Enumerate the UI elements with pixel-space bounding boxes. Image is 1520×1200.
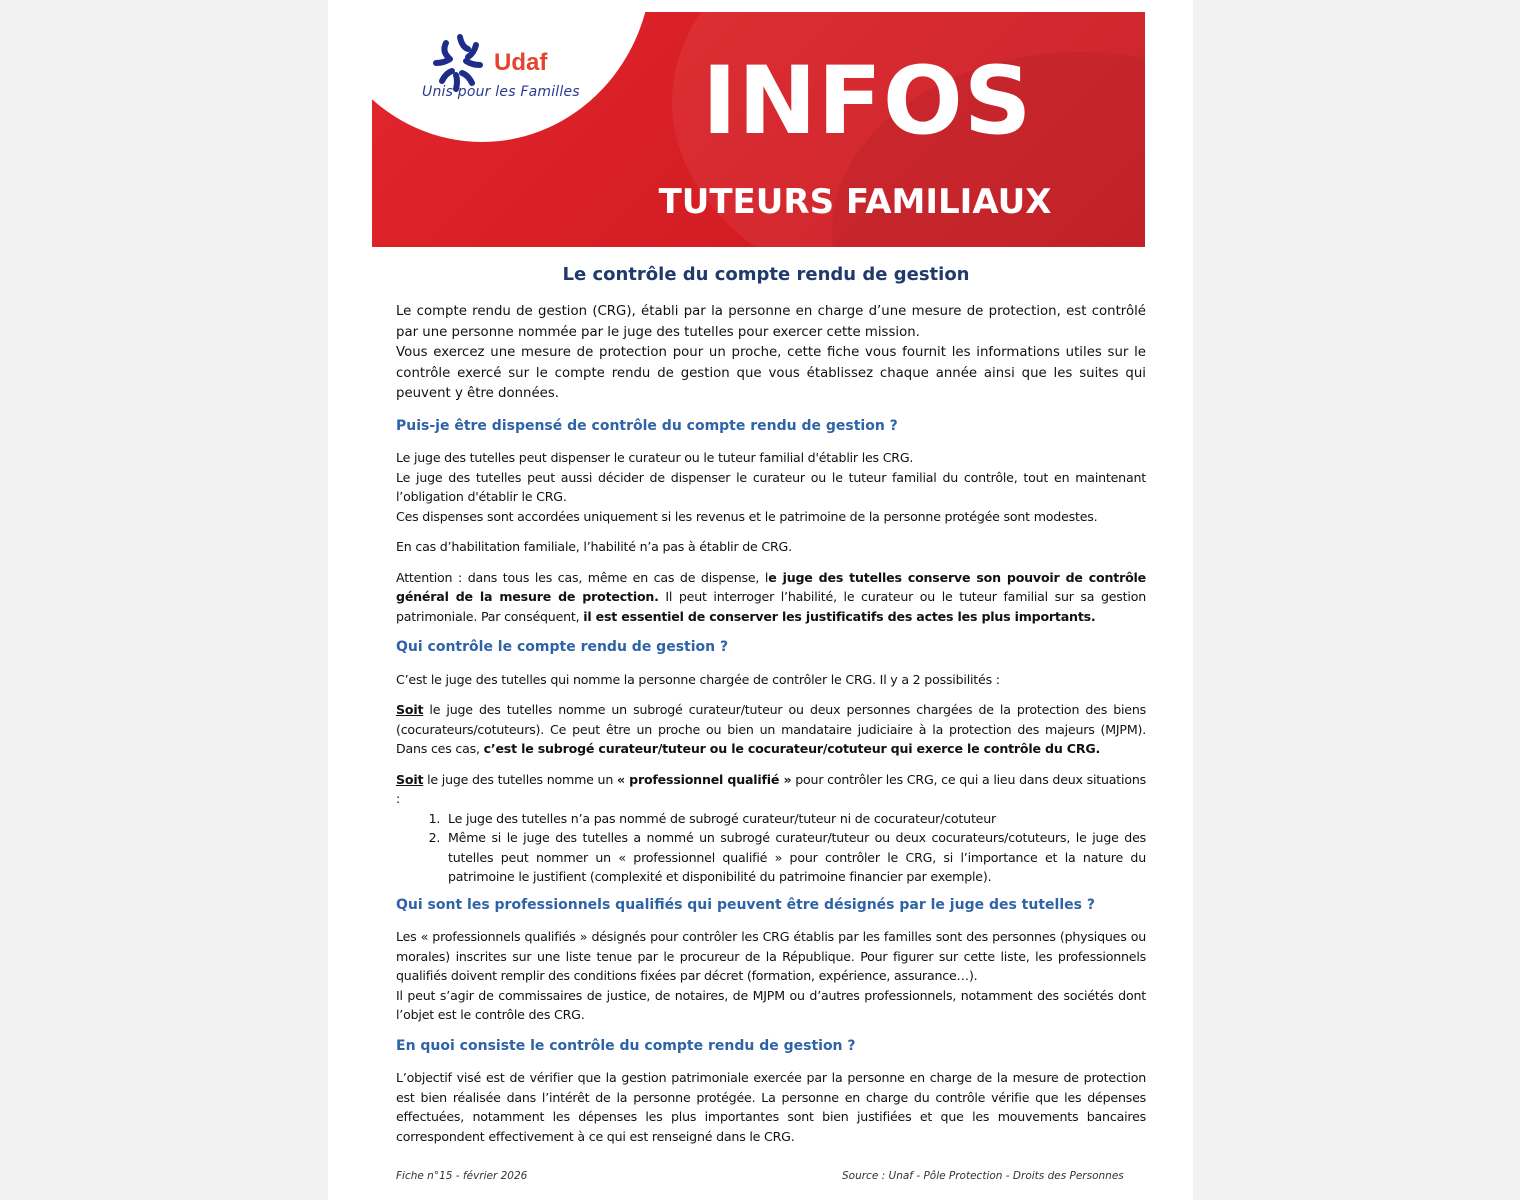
- paragraph: En cas d’habilitation familiale, l’habilité n’a pas à établir de CRG.: [396, 539, 792, 554]
- paragraph: Le juge des tutelles peut aussi décider de dispenser le curateur ou le tuteur familial du contrôle, tout en maintenant l’obligation d'établir le CRG.: [396, 469, 1146, 504]
- option-a-paragraph: Soit le juge des tutelles nomme un subrogé curateur/tuteur ou deux personnes chargées de la protection des biens (cocurateurs/cotuteurs). Ce peut être un proche ou bien un mandataire judiciaire à la protection des majeurs (MJPM). Dans ces cas, c’est le subrogé curateur/tuteur ou le cocurateur/cotuteur qui exerce le contrôle du CRG.: [396, 702, 1146, 756]
- paragraph: C’est le juge des tutelles qui nomme la personne chargée de contrôler le CRG. Il y a 2 possibilités :: [396, 671, 1000, 687]
- logo-wordmark: Udaf: [494, 49, 548, 76]
- intro-paragraph-1: Le compte rendu de gestion (CRG), établi par la personne en charge d’une mesure de protection, est contrôlé par une personne nommée par le juge des tutelles pour exercer cette mission.: [396, 304, 1146, 340]
- banner-subtitle: TUTEURS FAMILIAUX: [658, 182, 1052, 222]
- banner-title: INFOS: [702, 47, 1033, 156]
- list-item: 2. Même si le juge des tutelles a nommé un subrogé curateur/tuteur ou deux cocurateurs/cotuteurs, le juge des tutelles peut nommer un « professionnel qualifié » pour contrôler le CRG, si l’importance et la nature du patrimoine le justifient (complexité et disponibilité du patrimoine financier par exemple).: [444, 828, 1146, 887]
- paragraph: L’objectif visé est de vérifier que la gestion patrimoniale exercée par la personne en charge de la mesure de protection est bien réalisée dans l’intérêt de la personne protégée. La personne en charge du contrôle vérifie que les dépenses effectuées, notamment les dépenses les plus importantes sont bien justifiées et que les mouvements bancaires correspondent effectivement à ce qui est renseigné dans le CRG.: [396, 1070, 1146, 1144]
- footer-fiche: Fiche n°15 - février 2026: [396, 1170, 528, 1182]
- section-heading-controle: Qui contrôle le compte rendu de gestion ?: [396, 639, 729, 655]
- situations-list: [396, 809, 1146, 887]
- list-item: 1. Le juge des tutelles n’a pas nommé de subrogé curateur/tuteur ni de cocurateur/cotuteur: [444, 809, 1146, 829]
- document-page: [328, 0, 1193, 1200]
- footer-source: Source : Unaf - Pôle Protection - Droits des Personnes: [842, 1170, 1124, 1182]
- paragraph: Il peut s’agir de commissaires de justice, de notaires, de MJPM ou d’autres professionnels, notamment des sociétés dont l’objet est le contrôle des CRG.: [396, 987, 1146, 1022]
- logo-tagline: Unis pour les Familles: [422, 84, 580, 100]
- paragraph: Le juge des tutelles peut dispenser le curateur ou le tuteur familial d'établir les CRG.: [396, 450, 914, 465]
- attention-paragraph: Attention : dans tous les cas, même en cas de dispense, le juge des tutelles conserve son pouvoir de contrôle général de la mesure de protection. Il peut interroger l’habilité, le curateur ou le tuteur familial sur sa gestion patrimoniale. Par conséquent, il est essentiel de conserver les justificatifs des actes les plus importants.: [396, 569, 1146, 624]
- paragraph: Ces dispenses sont accordées uniquement si les revenus et le patrimoine de la personne protégée sont modestes.: [396, 508, 1098, 524]
- section-heading-professionnels: Qui sont les professionnels qualifiés qui peuvent être désignés par le juge des tutelles ?: [396, 896, 1095, 913]
- section-heading-objectif: En quoi consiste le contrôle du compte rendu de gestion ?: [396, 1037, 856, 1054]
- option-b-paragraph: Soit le juge des tutelles nomme un « professionnel qualifié » pour contrôler les CRG, ce qui a lieu dans deux situations :: [396, 771, 1146, 806]
- document-title: Le contrôle du compte rendu de gestion: [562, 264, 970, 285]
- document-body: [396, 302, 1146, 1146]
- section-heading-dispense: Puis-je être dispensé de contrôle du compte rendu de gestion ?: [396, 417, 898, 434]
- paragraph: Les « professionnels qualifiés » désignés pour contrôler les CRG établis par les familles sont des personnes (physiques ou morales) inscrites sur une liste tenue par le procureur de la République. Pour figurer sur cette liste, les professionnels qualifiés doivent remplir des conditions fixées par décret (formation, expérience, assurance…).: [396, 929, 1146, 983]
- intro-paragraph-2: Vous exercez une mesure de protection pour un proche, cette fiche vous fournit les informations utiles sur le contrôle exercé sur le compte rendu de gestion que vous établissez chaque année ainsi que les suites qui peuvent y être données.: [396, 345, 1146, 401]
